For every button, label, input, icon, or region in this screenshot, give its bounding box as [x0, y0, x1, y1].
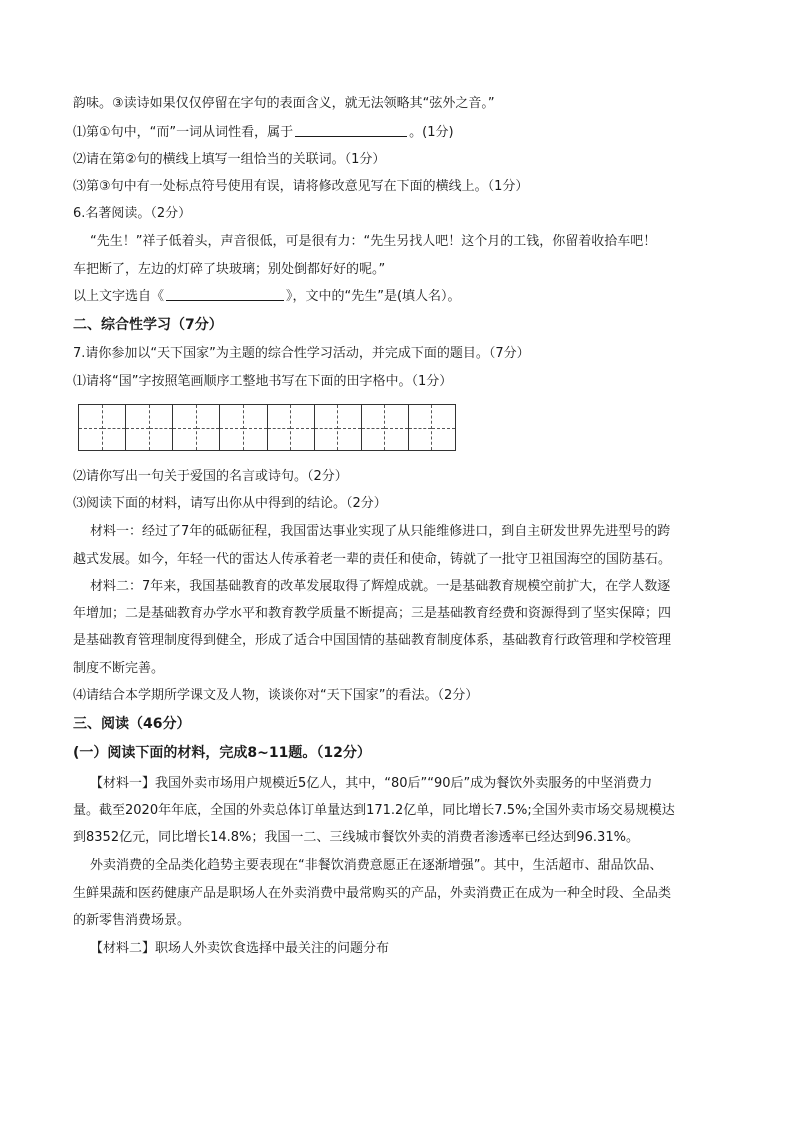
grid-cell[interactable] — [244, 405, 268, 450]
question-7: 7.请你参加以“天下国家”为主题的综合性学习活动，并完成下面的题目。（7分） — [73, 346, 530, 361]
question-6: 6.名著阅读。（2分） — [73, 206, 192, 221]
answer-blank[interactable] — [166, 287, 284, 301]
grid-cell[interactable] — [126, 405, 150, 450]
question-5-2: ⑵请在第②句的横线上填写一组恰当的关联词。（1分） — [73, 152, 386, 167]
material-line: 【材料一】我国外卖市场用户规模近5亿人，其中，“80后”“90后”成为餐饮外卖服务的中坚消费力 — [90, 776, 653, 791]
grid-cell[interactable] — [338, 405, 362, 450]
grid-cell[interactable] — [362, 405, 386, 450]
material-line: 材料二：7年来，我国基础教育的改革发展取得了辉煌成就。一是基础教育规模空前扩大，在学人数逐 — [90, 579, 671, 594]
material-line: 越式发展。如今，年轻一代的雷达人传承着老一辈的责任和使命，铸就了一批守卫祖国海空的国防基石。 — [73, 552, 672, 567]
grid-cell[interactable] — [409, 405, 433, 450]
material-line: 是基础教育管理制度得到健全，形成了适合中国国情的基础教育制度体系，基础教育行政管理和学校管理 — [73, 633, 672, 648]
question-text: 》，文中的“先生”是(填人名）。 — [286, 289, 461, 304]
question-6-fill — [73, 287, 733, 307]
material-line: 外卖消费的全品类化趋势主要表现在“非餐饮消费意愿正在逐渐增强”。其中，生活超市、甜品饮品、 — [90, 858, 663, 873]
quote-line: “先生！”祥子低着头，声音很低，可是很有力：“先生另找人吧！这个月的工钱，你留着收拾车吧！ — [90, 234, 657, 249]
grid-cell[interactable] — [432, 405, 455, 450]
section-heading: 三、阅读（46分） — [73, 716, 191, 732]
question-text: 以上文字选自《 — [73, 289, 165, 304]
question-score: 。(1分) — [409, 125, 454, 140]
quote-line: 车把断了，左边的灯碎了块玻璃；别处倒都好好的呢。” — [73, 262, 386, 277]
section-heading: 二、综合性学习（7分） — [73, 317, 223, 333]
grid-cell[interactable] — [291, 405, 315, 450]
question-5-1 — [73, 123, 733, 143]
grid-cell[interactable] — [103, 405, 127, 450]
question-7-4: ⑷请结合本学期所学课文及人物，谈谈你对“天下国家”的看法。（2分） — [73, 688, 479, 703]
subsection-heading: (一）阅读下面的材料，完成8~11题。（12分） — [73, 745, 371, 761]
grid-cell[interactable] — [268, 405, 292, 450]
grid-cell[interactable] — [220, 405, 244, 450]
material-line: 制度不断完善。 — [73, 661, 165, 676]
question-5-3: ⑶第③句中有一处标点符号使用有误，请将修改意见写在下面的横线上。（1分） — [73, 179, 529, 194]
question-7-1: ⑴请将“国”字按照笔画顺序工整地书写在下面的田字格中。（1分） — [73, 374, 453, 389]
tianzige-grid[interactable] — [78, 404, 456, 451]
material-line: 到8352亿元，同比增长14.8%；我国一二、三线城市餐饮外卖的消费者渗透率已经达到96.31%。 — [73, 830, 639, 845]
grid-cell[interactable] — [150, 405, 174, 450]
grid-cell[interactable] — [315, 405, 339, 450]
grid-cell[interactable] — [173, 405, 197, 450]
material-line: 量。截至2020年年底，全国的外卖总体订单量达到171.2亿单，同比增长7.5%;全国外卖市场交易规模达 — [73, 803, 675, 818]
material-title: 【材料二】职场人外卖饮食选择中最关注的问题分布 — [90, 941, 390, 956]
question-7-2: ⑵请你写出一句关于爱国的名言或诗句。（2分） — [73, 469, 348, 484]
grid-cell[interactable] — [197, 405, 221, 450]
material-line: 材料一：经过了7年的砥砺征程，我国雷达事业实现了从只能维修进口，到自主研发世界先进型号的跨 — [90, 524, 671, 539]
material-line: 的新零售消费场景。 — [73, 913, 191, 928]
text-line: 韵味。③读诗如果仅仅停留在字句的表面含义，就无法领略其“弦外之音。” — [73, 96, 495, 111]
material-line: 年增加；二是基础教育办学水平和教育教学质量不断提高；三是基础教育经费和资源得到了坚实保障；四 — [73, 606, 672, 621]
grid-cell[interactable] — [385, 405, 409, 450]
answer-blank[interactable] — [295, 123, 407, 137]
question-text: ⑴第①句中，“而”一词从词性看，属于 — [73, 125, 294, 140]
material-line: 生鲜果蔬和医药健康产品是职场人在外卖消费中最常购买的产品，外卖消费正在成为一种全时段、全品类 — [73, 886, 672, 901]
question-7-3: ⑶阅读下面的材料，请写出你从中得到的结论。（2分） — [73, 496, 387, 511]
grid-cell[interactable] — [79, 405, 103, 450]
